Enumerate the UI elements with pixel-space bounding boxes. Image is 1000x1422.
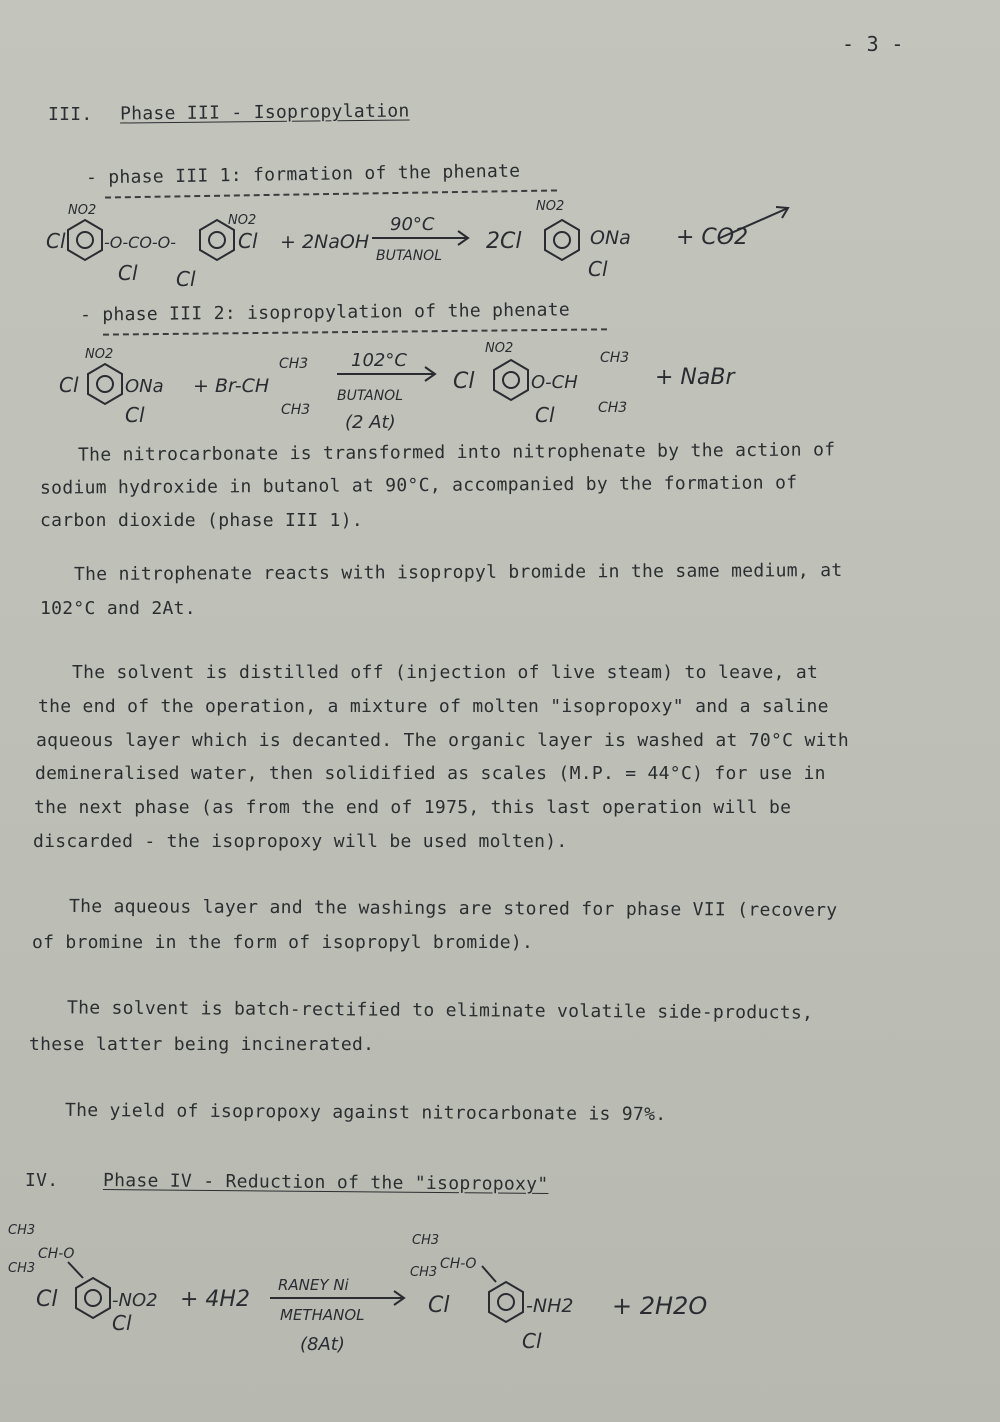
r3-product-cl: Cl <box>522 1329 542 1353</box>
r2-cl-left: Cl <box>59 373 79 397</box>
reaction-scheme-1 <box>40 198 810 290</box>
r3-reagent: + 4H2 <box>180 1287 250 1312</box>
paragraph-line: demineralised water, then solidified as scales (M.P. = 44°C) for use in <box>35 763 826 784</box>
paragraph-line: The solvent is distilled off (injection of live steam) to leave, at <box>72 662 819 683</box>
r2-nitro: NO2 <box>85 347 114 362</box>
paragraph-line: The solvent is batch-rectified to eliminate volatile side-products, <box>66 997 814 1024</box>
r1-cond-bottom: BUTANOL <box>376 248 442 264</box>
paragraph-line: The nitrophenate reacts with isopropyl bromide in the same medium, at <box>73 559 843 586</box>
r2-product-och: O-CH <box>531 372 578 393</box>
r1-bridge: -O-CO-O- <box>104 233 177 252</box>
r3-ch3-b: CH3 <box>8 1261 36 1276</box>
r2-product-ch3-a: CH3 <box>600 350 630 366</box>
section-title: Phase IV - Reduction of the "isopropoxy" <box>102 1170 549 1195</box>
r1-byproduct: + CO2 <box>676 225 749 250</box>
r1-reagent: + 2NaOH <box>280 231 370 253</box>
r3-product-ch3-a: CH3 <box>412 1233 440 1248</box>
r2-cond-pressure: (2 At) <box>345 412 396 433</box>
paragraph-line: discarded - the isopropoxy will be used molten). <box>33 831 568 852</box>
r3-nitro: -NO2 <box>112 1290 158 1311</box>
paragraph-line: these latter being incinerated. <box>29 1034 375 1055</box>
r3-cond-top: RANEY Ni <box>278 1276 349 1294</box>
r1-cl-right: Cl <box>238 229 258 253</box>
r2-cond-top: 102°C <box>351 350 407 371</box>
r1-cl-a: Cl <box>118 261 138 285</box>
r1-product-ona: ONa <box>590 227 631 249</box>
paragraph-line: aqueous layer which is decanted. The organic layer is washed at 70°C with <box>36 730 849 751</box>
section-numeral: IV. <box>25 1170 59 1191</box>
r1-cl-left: Cl <box>46 229 66 253</box>
r2-ch3-b: CH3 <box>281 402 311 418</box>
reaction-scheme-3 <box>8 1220 728 1360</box>
r1-cond-top: 90°C <box>390 214 435 235</box>
page-number: - 3 - <box>842 32 904 56</box>
r3-cho: CH-O <box>38 1246 75 1262</box>
dashed-underline <box>103 328 607 335</box>
r2-product-cl2: Cl <box>535 403 555 427</box>
r3-cond-pressure: (8At) <box>300 1334 345 1355</box>
paragraph-line: the next phase (as from the end of 1975, this last operation will be <box>34 797 792 818</box>
r3-product-ch3-b: CH3 <box>410 1265 438 1280</box>
r1-cl-b: Cl <box>176 267 196 290</box>
reaction-scheme-2 <box>55 336 775 436</box>
r2-product-ch3-b: CH3 <box>598 400 628 416</box>
r2-byproduct: + NaBr <box>655 365 735 390</box>
r3-product-nh2: -NH2 <box>526 1295 574 1317</box>
paragraph-line: The aqueous layer and the washings are stored for phase VII (recovery <box>68 895 838 922</box>
paragraph-line: of bromine in the form of isopropyl bromide). <box>32 932 534 953</box>
r3-cond-bottom: METHANOL <box>280 1306 365 1324</box>
r1-nitro: NO2 <box>68 203 97 218</box>
section-numeral: III. <box>48 104 93 125</box>
r3-cl-left: Cl <box>36 1287 58 1312</box>
r2-reagent: + Br-CH <box>193 375 270 397</box>
r1-product: 2Cl <box>486 229 522 254</box>
r2-product-cl: Cl <box>453 369 475 394</box>
r1-product-nitro: NO2 <box>536 199 565 214</box>
subheading-phase-3-1: - phase III 1: formation of the phenate <box>85 160 521 189</box>
r3-cl: Cl <box>112 1311 132 1335</box>
paragraph-line: carbon dioxide (phase III 1). <box>40 510 363 531</box>
paragraph-line: The yield of isopropoxy against nitrocarbonate is 97%. <box>64 1099 667 1126</box>
r3-byproduct: + 2H2O <box>612 1292 708 1320</box>
paragraph-line: The nitrocarbonate is transformed into nitrophenate by the action of <box>77 439 836 466</box>
paragraph-line: the end of the operation, a mixture of molten "isopropoxy" and a saline <box>38 696 829 717</box>
r1-product-cl: Cl <box>588 257 608 281</box>
r1-nitro-2: NO2 <box>228 213 257 228</box>
r2-ch3-a: CH3 <box>279 356 309 372</box>
subheading-phase-3-2: - phase III 2: isopropylation of the phenate <box>79 299 571 326</box>
r2-cl: Cl <box>125 403 145 427</box>
r2-product-nitro: NO2 <box>485 341 514 356</box>
r3-ch3-a: CH3 <box>8 1223 36 1238</box>
section-title: Phase III - Isopropylation <box>119 100 410 125</box>
r3-product-cl-left: Cl <box>428 1293 450 1318</box>
r3-product-cho: CH-O <box>440 1256 477 1272</box>
paragraph-line: sodium hydroxide in butanol at 90°C, accompanied by the formation of <box>39 472 798 499</box>
r2-cond-bottom: BUTANOL <box>337 388 403 404</box>
paragraph-line: 102°C and 2At. <box>40 598 196 619</box>
r2-ona: ONa <box>125 376 164 397</box>
